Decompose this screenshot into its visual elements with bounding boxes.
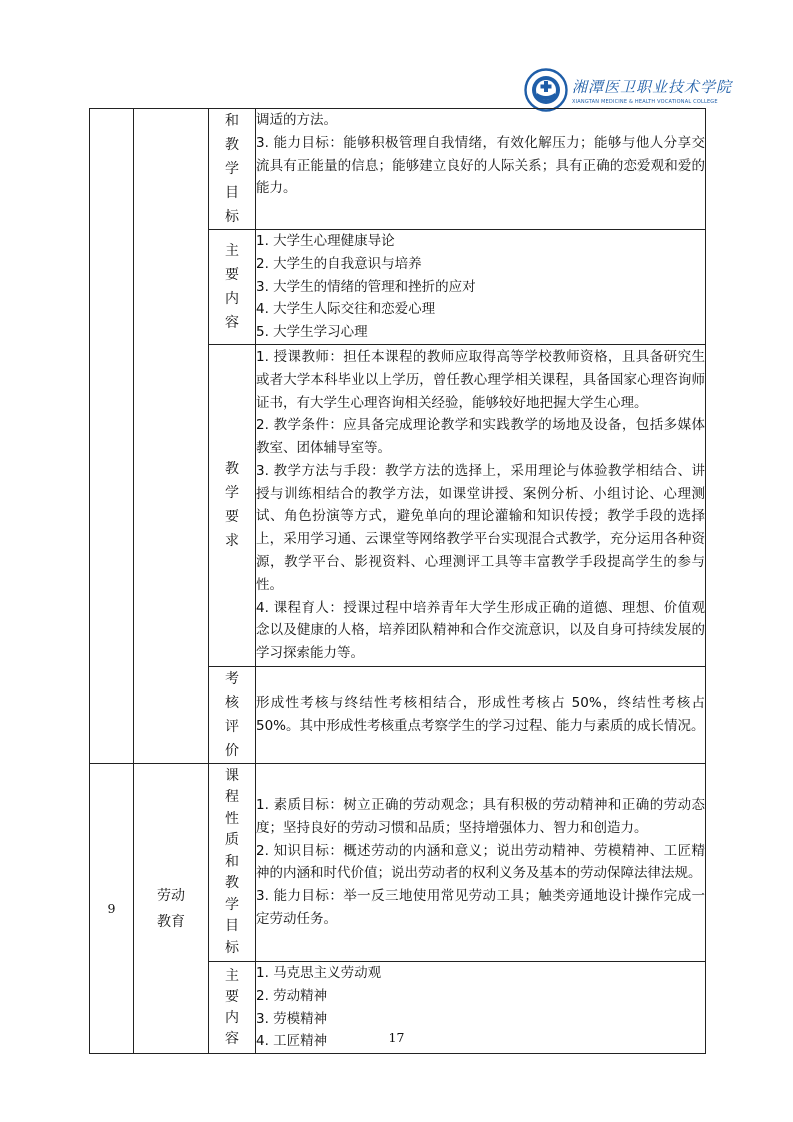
row8-req-label: 教 学 要 求 [209,344,256,666]
row8-req-content: 1. 授课教师：担任本课程的教师应取得高等学校教师资格，且具备研究生或者大学本科毕业以上学历，曾任教心理学相关课程，具备国家心理咨询师证书，有大学生心理咨询相关经验，能够较好地把握大学生心理。 2. 教学条件：应具备完成理论教学和实践教学的场地及设备，包括多媒体教室、团体辅导室等。 3. 教学方法与手段：教学方法的选择上，采用理论与体验教学相结合、讲授与训练相结合的教学方法，如课堂讲授、案例分析、小组讨论、心理测试、角色扮演等方式，避免单向的理论灌输和知识传授；教学手段的选择上，采用学习通、云课堂等网络教学平台实现混合式教学，充分运用各种资源，教学平台、影视资料、心理测评工具等丰富教学手段提高学生的参与性。 4. 课程育人：授课过程中培养青年大学生形成正确的道德、理想、价值观念以及健康的人格，培养团队精神和合作交流意识，以及自身可持续发展的学习探索能力等。 [256,344,706,666]
row9-number: 9 [90,763,134,1053]
row8-eval-label: 考 核 评 价 [209,666,256,763]
college-name-en: XIANGTAN MEDICINE & HEALTH VOCATIONAL COLLEGE [572,98,718,105]
row8-goal [90,109,706,230]
row9-content-list: 1. 马克思主义劳动观 2. 劳动精神 3. 劳模精神 4. 工匠精神 [256,961,706,1053]
course-table [89,108,706,1054]
college-name-cn: 湘潭医卫职业技术学院 [572,77,733,96]
row8-eval-content: 形成性考核与终结性考核相结合，形成性考核占 50%，终结性考核占 50%。其中形成性考核重点考察学生的学习过程、能力与素质的成长情况。 [256,666,706,763]
college-seal-icon [524,68,568,112]
row9-course-name: 劳动 教育 [134,763,209,1053]
row8-number-cell [90,109,134,764]
row8-goal-content: 调适的方法。 3. 能力目标：能够积极管理自我情绪，有效化解压力；能够与他人分享交流具有正能量的信息；能够建立良好的人际关系；具有正确的恋爱观和爱的能力。 [256,109,706,230]
page-number: 17 [388,1030,405,1045]
college-logo [524,68,732,112]
row9-goal-content: 1. 素质目标：树立正确的劳动观念；具有积极的劳动精神和正确的劳动态度；坚持良好的劳动习惯和品质；坚持增强体力、智力和创造力。 2. 知识目标：概述劳动的内涵和意义；说出劳动精神、劳模精神、工匠精神的内涵和时代价值；说出劳动者的权利义务及基本的劳动保障法律法规。 3. 能力目标：举一反三地使用常见劳动工具；触类旁通地设计操作完成一定劳动任务。 [256,763,706,961]
row9-goal [90,763,706,961]
row9-content-label: 主 要 内 容 [209,961,256,1053]
row8-name-cell [134,109,209,764]
row8-content-list: 1. 大学生心理健康导论 2. 大学生的自我意识与培养 3. 大学生的情绪的管理和挫折的应对 4. 大学生人际交往和恋爱心理 5. 大学生学习心理 [256,230,706,345]
row9-goal-label: 课 程 性 质 和 教 学 目 标 [209,763,256,961]
row8-content-label: 主 要 内 容 [209,230,256,345]
row8-goal-label: 和 教 学 目 标 [209,109,256,230]
